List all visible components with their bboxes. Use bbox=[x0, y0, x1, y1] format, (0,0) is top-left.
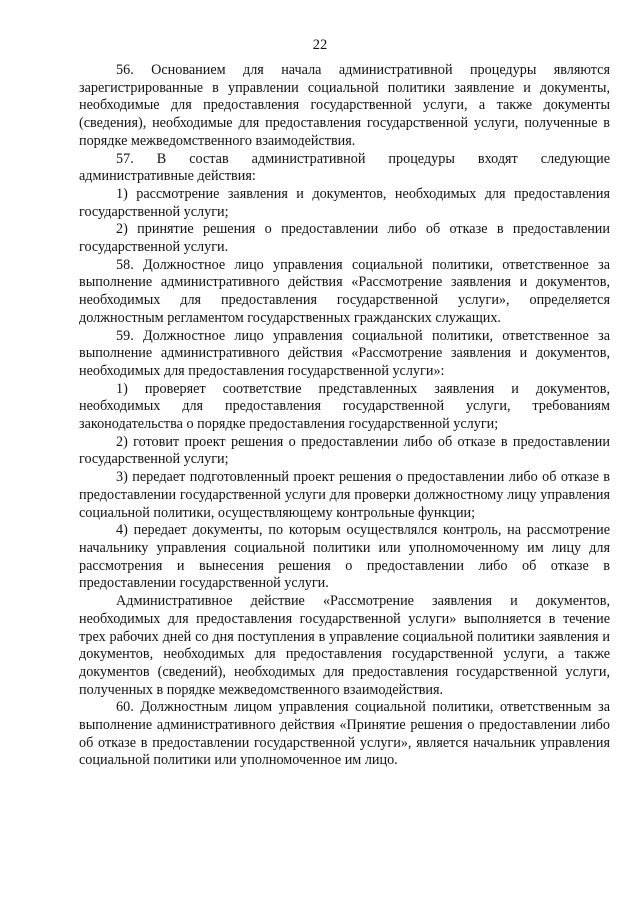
paragraph-59-item-1: 1) проверяет соответствие представленных заявления и документов, необходимых для предоставления государственной услуги, требованиям законодательства о порядке предоставления государственной услуги; bbox=[79, 380, 610, 433]
paragraph-58: 58. Должностное лицо управления социальной политики, ответственное за выполнение административного действия «Рассмотрение заявления и документов, необходимых для предоставления государственной услуги», определяется должностным регламентом государственных гражданских служащих. bbox=[79, 256, 610, 326]
paragraph-57-item-2: 2) принятие решения о предоставлении либо об отказе в предоставлении государственной услуги. bbox=[79, 221, 610, 256]
paragraph-57: 57. В состав административной процедуры входят следующие административные действия: bbox=[79, 150, 610, 185]
paragraph-59-item-2: 2) готовит проект решения о предоставлении либо об отказе в предоставлении государственной услуги; bbox=[79, 433, 610, 468]
paragraph-57-item-1: 1) рассмотрение заявления и документов, необходимых для предоставления государственной услуги; bbox=[79, 185, 610, 220]
page-number: 22 bbox=[312, 37, 328, 53]
paragraph-60: 60. Должностным лицом управления социальной политики, ответственным за выполнение административного действия «Принятие решения о предоставлении либо об отказе в предоставлении государственной услуги», является начальник управления социальной политики или уполномоченное им лицо. bbox=[79, 699, 610, 769]
document-body bbox=[79, 62, 610, 770]
paragraph-action-duration: Административное действие «Рассмотрение заявления и документов, необходимых для предоставления государственной услуги» выполняется в течение трех рабочих дней со дня поступления в управление социальной политики заявления и документов, необходимых для предоставления государственной услуги, а также документов (сведений), необходимых для предоставления государственной услуги, полученных в порядке межведомственного взаимодействия. bbox=[79, 593, 610, 698]
paragraph-59: 59. Должностное лицо управления социальной политики, ответственное за выполнение административного действия «Рассмотрение заявления и документов, необходимых для предоставления государственной услуги»: bbox=[79, 327, 610, 379]
paragraph-59-item-4: 4) передает документы, по которым осуществлялся контроль, на рассмотрение начальнику управления социальной политики или уполномоченному им лицу для рассмотрения и вынесения решения о предоставлении либо об отказе в предоставлении государственной услуги. bbox=[79, 522, 610, 592]
paragraph-56: 56. Основанием для начала административной процедуры являются зарегистрированные в управлении социальной политики заявление и документы, необходимые для предоставления государственной услуги, а также документы (сведения), необходимые для предоставления государственной услуги, полученные в порядке межведомственного взаимодействия. bbox=[79, 62, 610, 149]
paragraph-59-item-3: 3) передает подготовленный проект решения о предоставлении либо об отказе в предоставлении государственной услуги для проверки должностному лицу управления социальной политики, осуществляющему контрольные функции; bbox=[79, 469, 610, 521]
